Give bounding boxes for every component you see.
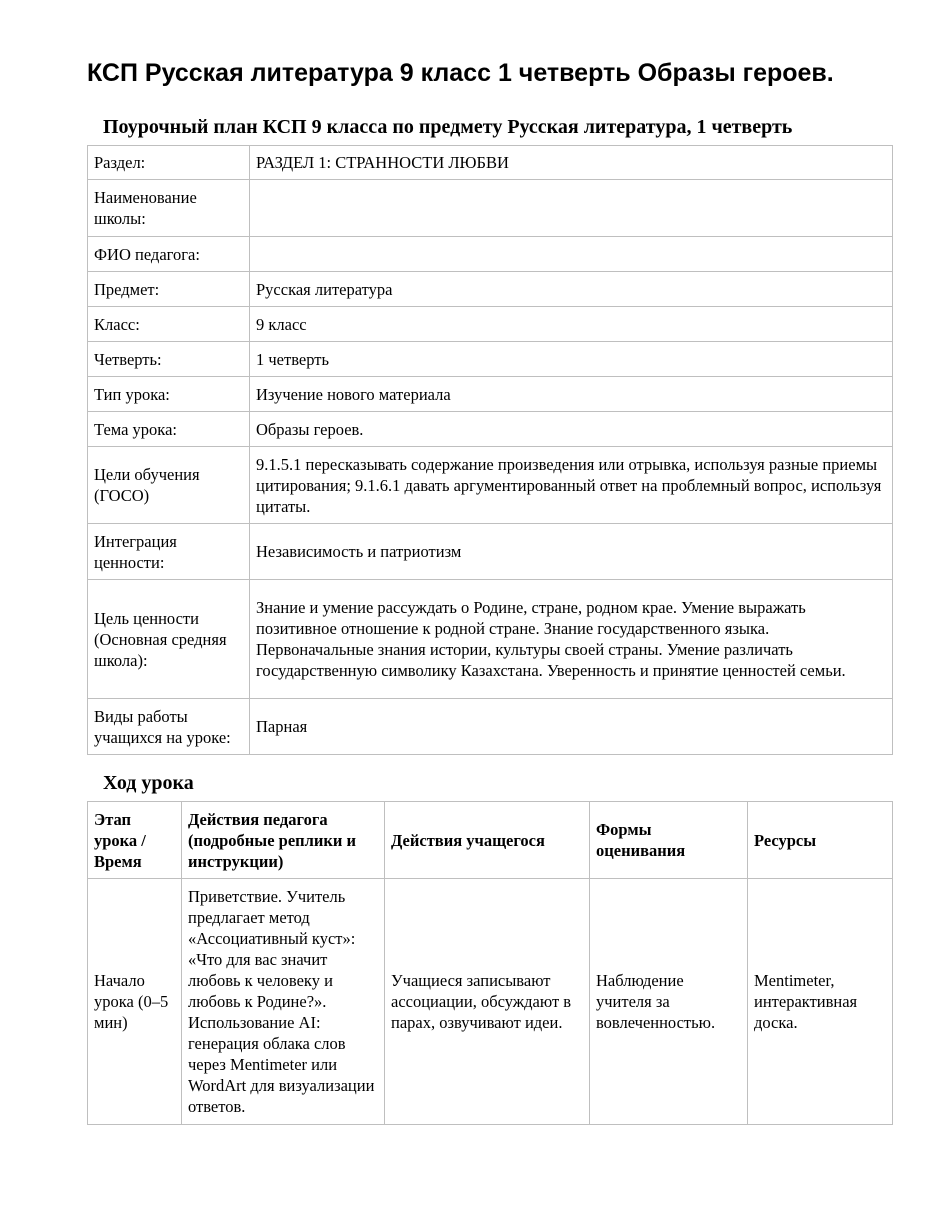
info-label: Раздел: [88, 146, 250, 180]
table-cell: Mentimeter, интерактивная доска. [748, 879, 893, 1125]
table-row [88, 580, 893, 699]
info-label: Класс: [88, 307, 250, 342]
document-title: КСП Русская литература 9 класс 1 четверть Образы героев. [87, 59, 834, 87]
info-label: Тема урока: [88, 412, 250, 447]
document-page [87, 58, 893, 1125]
column-header: Действия учащегося [385, 802, 590, 879]
table-row [88, 180, 893, 237]
table-row [88, 524, 893, 580]
table-row [88, 879, 893, 1125]
info-label: Интеграция ценности: [88, 524, 250, 580]
info-label: ФИО педагога: [88, 237, 250, 272]
info-value: 1 четверть [250, 342, 893, 377]
info-label: Виды работы учащихся на уроке: [88, 699, 250, 755]
info-value: Образы героев. [250, 412, 893, 447]
table-row [88, 377, 893, 412]
info-value: Знание и умение рассуждать о Родине, стране, родном крае. Умение выражать позитивное отношение к родной стране. Знание государственного языка. Первоначальные знания истории, культуры своей страны. Умение различать государственную символику Казахстана. Уверенность и принятие ценностей семьи. [250, 580, 893, 699]
table-row [88, 699, 893, 755]
table-row [88, 342, 893, 377]
table-row [88, 237, 893, 272]
table-row [88, 146, 893, 180]
column-header: Формы оценивания [590, 802, 748, 879]
plan-subtitle: Поурочный план КСП 9 класса по предмету Русская литература, 1 четверть [103, 116, 793, 138]
table-row [88, 272, 893, 307]
lesson-info-table [87, 145, 893, 755]
info-label: Цель ценности (Основная средняя школа): [88, 580, 250, 699]
info-label: Четверть: [88, 342, 250, 377]
table-cell: Приветствие. Учитель предлагает метод «Ассоциативный куст»: «Что для вас значит любовь к человеку и любовь к Родине?». Использование AI: генерация облака слов через Mentimeter или WordArt для визуализации ответов. [182, 879, 385, 1125]
info-value [250, 237, 893, 272]
info-value: Изучение нового материала [250, 377, 893, 412]
lesson-flow-table [87, 801, 893, 1125]
column-header: Ресурсы [748, 802, 893, 879]
table-row [88, 447, 893, 524]
info-value: Парная [250, 699, 893, 755]
info-value: Независимость и патриотизм [250, 524, 893, 580]
info-value: РАЗДЕЛ 1: СТРАННОСТИ ЛЮБВИ [250, 146, 893, 180]
info-label: Цели обучения (ГОСО) [88, 447, 250, 524]
table-cell: Наблюдение учителя за вовлеченностью. [590, 879, 748, 1125]
table-row [88, 412, 893, 447]
info-value [250, 180, 893, 237]
lesson-flow-heading: Ход урока [103, 772, 194, 794]
column-header: Этап урока / Время [88, 802, 182, 879]
info-label: Тип урока: [88, 377, 250, 412]
table-row [88, 307, 893, 342]
info-value: 9.1.5.1 пересказывать содержание произведения или отрывка, используя разные приемы цитирования; 9.1.6.1 давать аргументированный ответ на проблемный вопрос, используя цитаты. [250, 447, 893, 524]
table-header-row [88, 802, 893, 879]
table-cell: Учащиеся записывают ассоциации, обсуждают в парах, озвучивают идеи. [385, 879, 590, 1125]
info-value: Русская литература [250, 272, 893, 307]
table-cell: Начало урока (0–5 мин) [88, 879, 182, 1125]
info-label: Наименование школы: [88, 180, 250, 237]
column-header: Действия педагога (подробные реплики и инструкции) [182, 802, 385, 879]
info-label: Предмет: [88, 272, 250, 307]
info-value: 9 класс [250, 307, 893, 342]
